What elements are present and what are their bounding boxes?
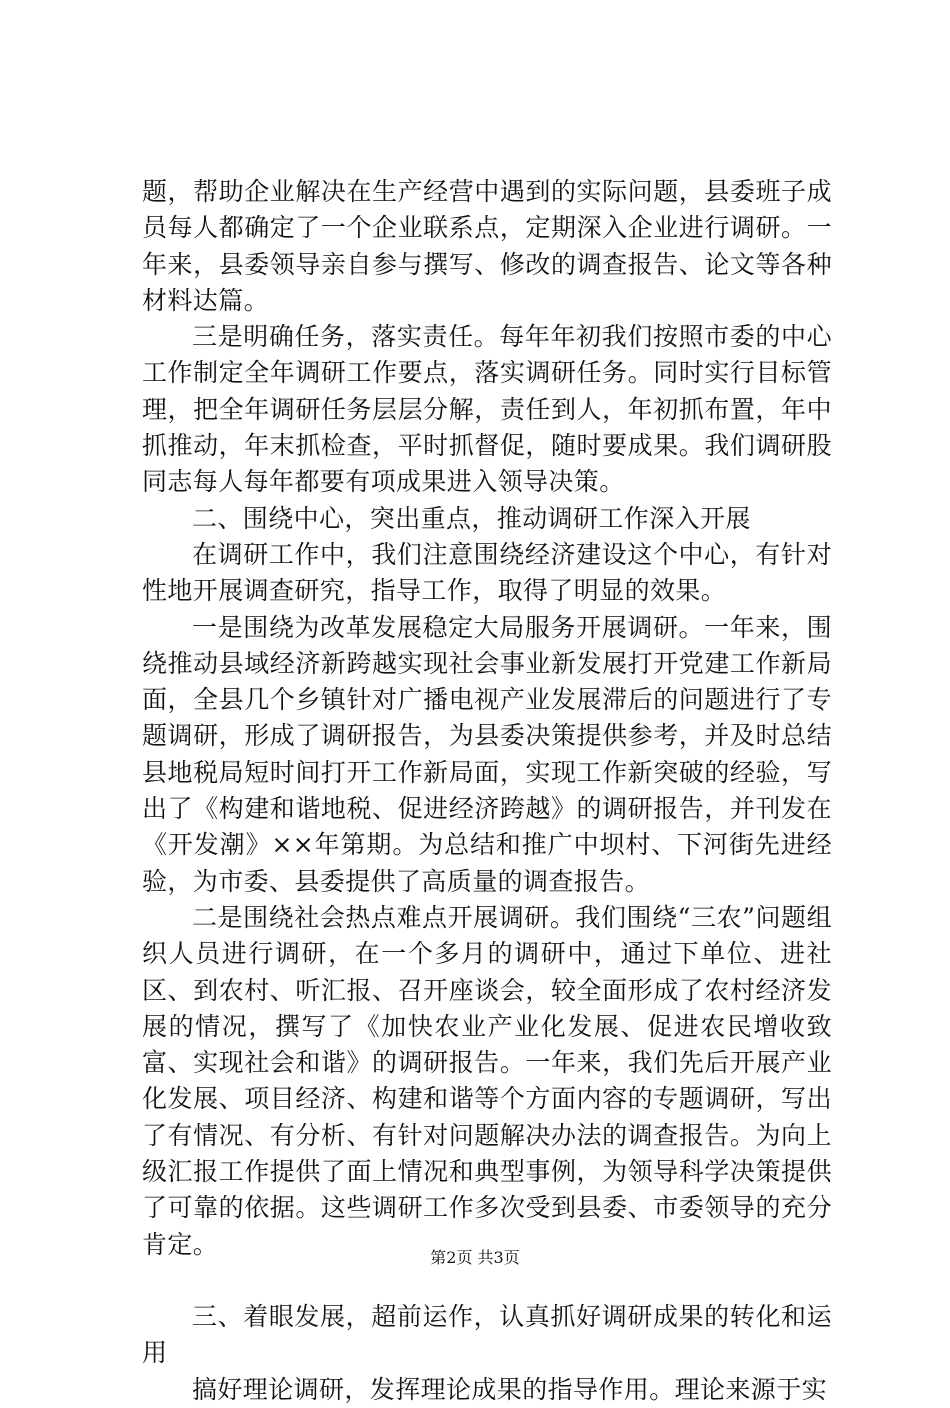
paragraph-task-responsibility: 三是明确任务，落实责任。每年年初我们按照市委的中心工作制定全年调研工作要点，落实调研任务。同时实行目标管理，把全年调研任务层层分解，责任到人，年初抓布置，年中抓推动，年末抓检查，平时抓督促，随时要成果。我们调研股同志每人每年都要有项成果进入领导决策。 <box>142 322 832 497</box>
page-footer: 第2页 共3页 <box>430 1248 520 1267</box>
paragraph-theory-research: 搞好理论调研，发挥理论成果的指导作用。理论来源于实 <box>192 1374 828 1404</box>
paragraph-hotspot-research: 二是围绕社会热点难点开展调研。我们围绕“三农”问题组织人员进行调研，在一个多月的调研中，通过下单位、进社区、到农村、听汇报、召开座谈会，较全面形成了农村经济发展的情况，撰写了《加快农业产业化发展、促进农民增收致富、实现社会和谐》的调研报告。一年来，我们先后开展产业化发展、项目经济、构建和谐等个方面内容的专题调研，写出了有情况、有分析、有针对问题解决办法的调查报告。为向上级汇报工作提供了面上情况和典型事例，为领导科学决策提供了可靠的依据。这些调研工作多次受到县委、市委领导的充分肯定。 <box>142 902 832 1259</box>
section-heading-three: 三、着眼发展，超前运作，认真抓好调研成果的转化和运用 <box>142 1301 832 1368</box>
paragraph-continuation: 题，帮助企业解决在生产经营中遇到的实际问题，县委班子成员每人都确定了一个企业联系点，定期深入企业进行调研。一年来，县委领导亲自参与撰写、修改的调查报告、论文等各种材料达篇。 <box>142 177 832 315</box>
document-body <box>142 174 832 1408</box>
paragraph-reform-research: 一是围绕为改革发展稳定大局服务开展调研。一年来，围绕推动县域经济新跨越实现社会事业新发展打开党建工作新局面，全县几个乡镇针对广播电视产业发展滞后的问题进行了专题调研，形成了调研报告，为县委决策提供参考，并及时总结县地税局短时间打开工作新局面，实现工作新突破的经验，写出了《构建和谐地税、促进经济跨越》的调研报告，并刊发在《开发潮》××年第期。为总结和推广中坝村、下河街先进经验，为市委、县委提供了高质量的调查报告。 <box>142 612 832 896</box>
section-heading-two: 二、围绕中心，突出重点，推动调研工作深入开展 <box>192 503 751 533</box>
paragraph-section-two-intro: 在调研工作中，我们注意围绕经济建设这个中心，有针对性地开展调查研究，指导工作，取得了明显的效果。 <box>142 539 832 606</box>
